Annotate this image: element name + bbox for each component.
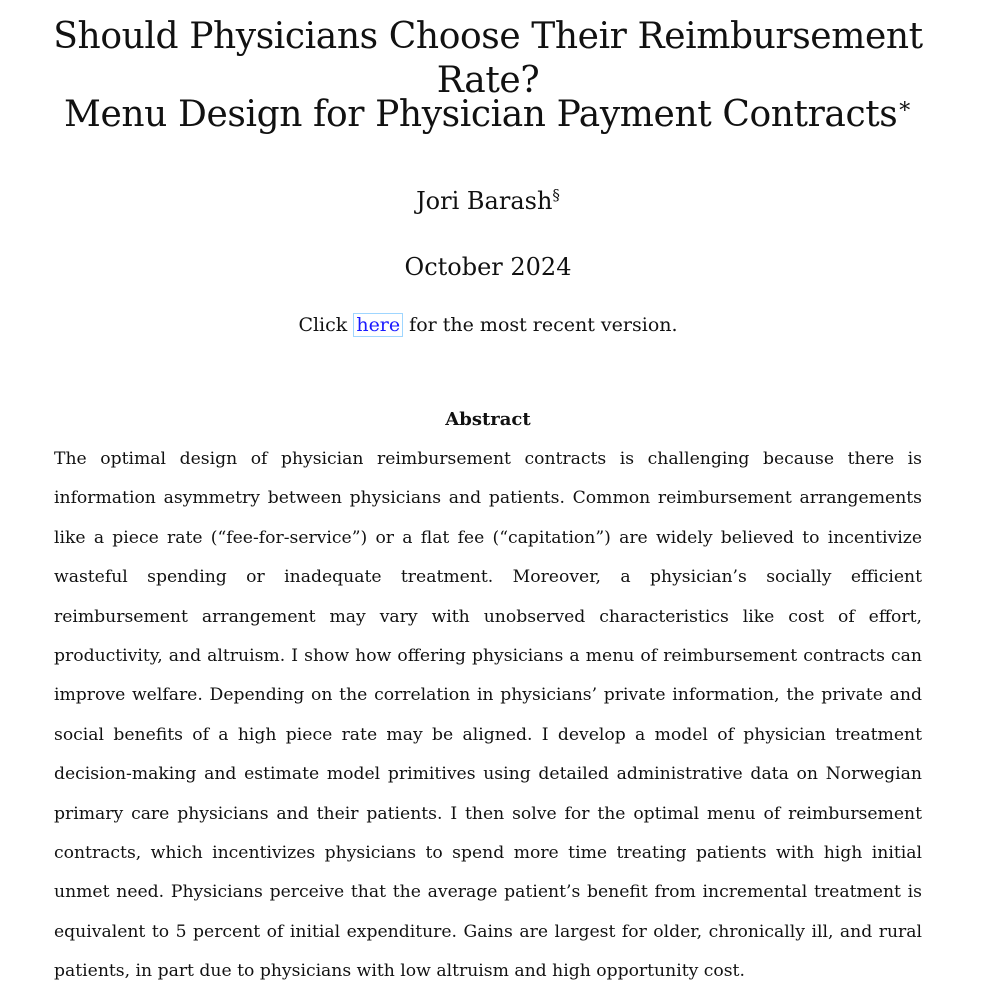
author-name: Jori Barash bbox=[416, 187, 553, 215]
paper-title-line-1 bbox=[0, 15, 976, 103]
latest-version-link[interactable]: here bbox=[353, 313, 403, 337]
paper-title-line-2-text: Menu Design for Physician Payment Contracts bbox=[64, 94, 898, 135]
abstract-heading: Abstract bbox=[445, 409, 531, 430]
latest-version-prefix: Click bbox=[298, 314, 354, 336]
latest-version-note bbox=[0, 311, 976, 339]
publication-date: October 2024 bbox=[404, 253, 572, 281]
author-footnote-mark: § bbox=[552, 186, 560, 204]
abstract-body: The optimal design of physician reimbursement contracts is challenging because there is information asymmetry between physicians and patients. Common reimbursement arrangements like a piece rate (“fee-for-service”) or a flat fee (“capitation”) are widely believed to incentivize wasteful spending or inadequate treatment. Moreover, a physician’s socially efficient reimbursement arrangement may vary with unobserved characteristics like cost of effort, productivity, and altruism. I show how offering physicians a menu of reimbursement contracts can improve welfare. Depending on the correlation in physicians’ private information, the private and social benefits of a high piece rate may be aligned. I develop a model of physician treatment decision-making and estimate model primitives using detailed administrative data on Norwegian primary care physicians and their patients. I then solve for the optimal menu of reimbursement contracts, which incentivizes physicians to spend more time treating patients with high initial unmet need. Physicians perceive that the average patient’s benefit from incremental treatment is equivalent to 5 percent of initial expenditure. Gains are largest for older, chronically ill, and rural patients, in part due to physicians with low altruism and high opportunity cost. bbox=[54, 449, 922, 982]
paper-title-line-2 bbox=[0, 93, 976, 137]
author-line bbox=[0, 185, 976, 217]
paper-title-line-1-text: Should Physicians Choose Their Reimbursement Rate? bbox=[53, 16, 923, 101]
latest-version-suffix: for the most recent version. bbox=[403, 314, 678, 336]
title-footnote-mark: ∗ bbox=[897, 94, 912, 119]
